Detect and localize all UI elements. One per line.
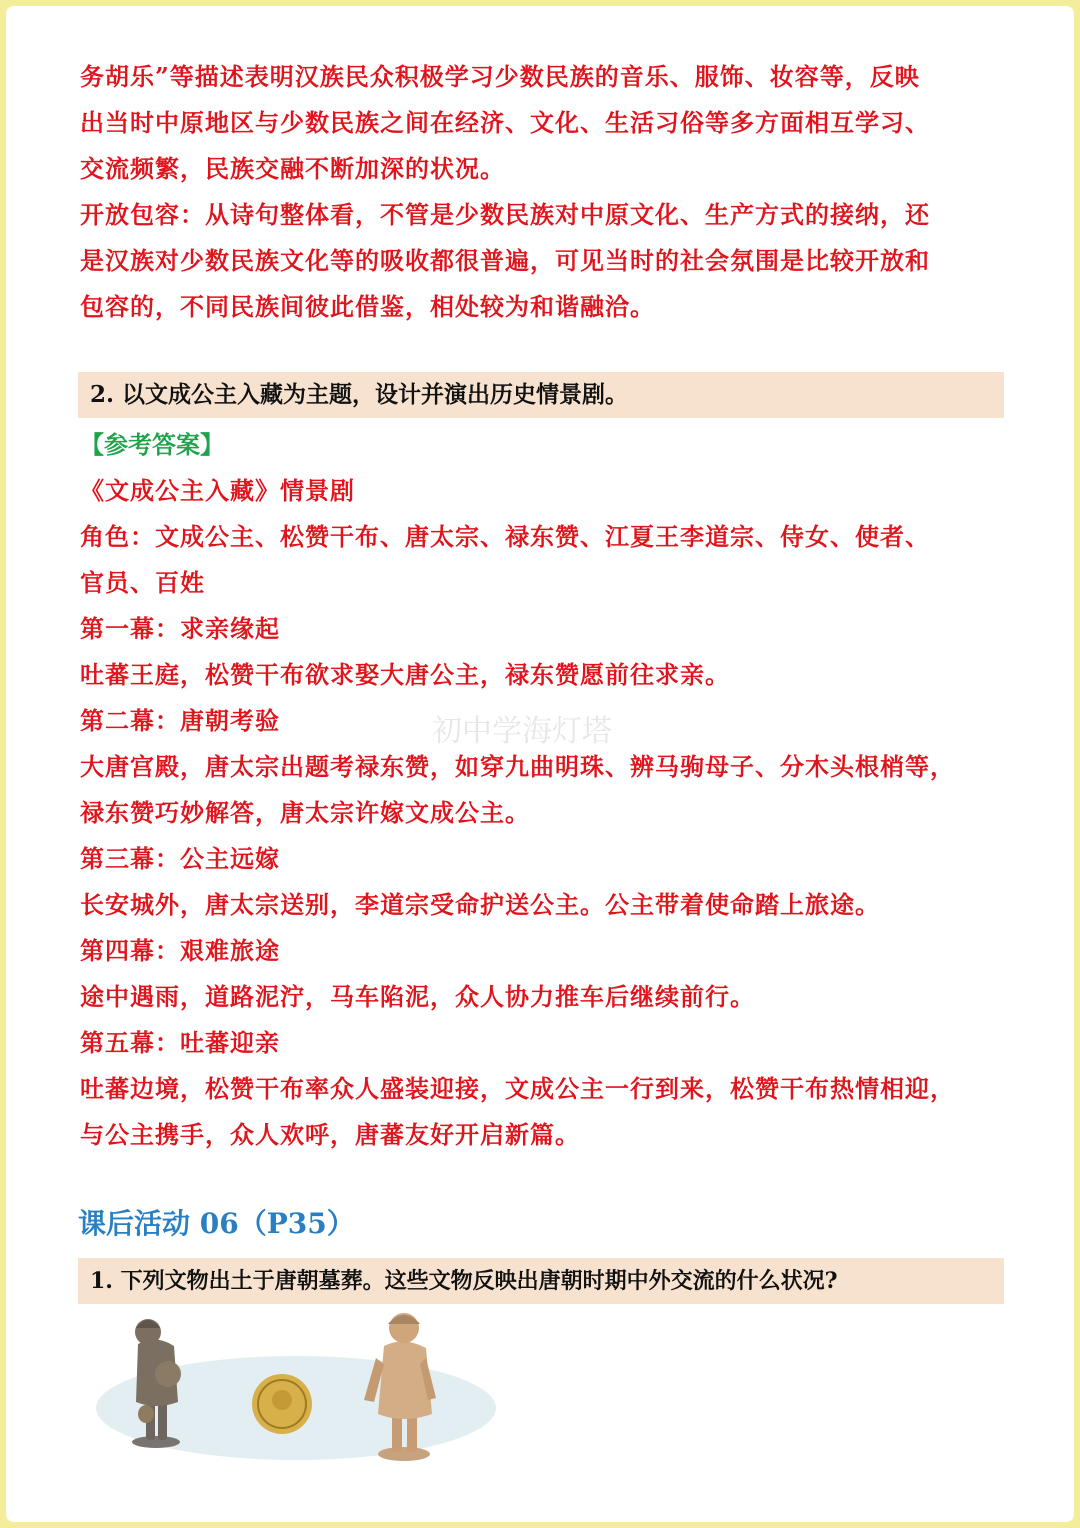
act-5-text-continued: 与公主携手，众人欢呼，唐蕃友好开启新篇。 <box>80 1120 580 1149</box>
act-4-text: 途中遇雨，道路泥泞，马车陷泥，众人协力推车后继续前行。 <box>80 982 755 1011</box>
reference-answer-label: 【参考答案】 <box>80 430 224 459</box>
play-roles-continued: 官员、百姓 <box>80 568 205 597</box>
act-2-text-continued: 禄东赞巧妙解答，唐太宗许嫁文成公主。 <box>80 798 530 827</box>
answer-line: 是汉族对少数民族文化等的吸收都很普遍，可见当时的社会氛围是比较开放和 <box>80 246 930 275</box>
act-4-title: 第四幕：艰难旅途 <box>80 936 280 965</box>
act-2-text: 大唐宫殿，唐太宗出题考禄东赞，如穿九曲明珠、辨马驹母子、分木头根梢等， <box>80 752 955 781</box>
act-5-title: 第五幕：吐蕃迎亲 <box>80 1028 280 1057</box>
play-title: 《文成公主入藏》情景剧 <box>80 476 355 505</box>
act-1-title: 第一幕：求亲缘起 <box>80 614 280 643</box>
act-3-title: 第三幕：公主远嫁 <box>80 844 280 873</box>
watermark: 初中学海灯塔 <box>432 714 612 749</box>
answer-line: 交流频繁，民族交融不断加深的状况。 <box>80 154 505 183</box>
question-2-bar: 2. 以文成公主入藏为主题，设计并演出历史情景剧。 <box>78 372 1004 418</box>
act-2-title: 第二幕：唐朝考验 <box>80 706 280 735</box>
act-5-text: 吐蕃边境，松赞干布率众人盛装迎接，文成公主一行到来，松赞干布热情相迎， <box>80 1074 955 1103</box>
answer-line: 包容的，不同民族间彼此借鉴，相处较为和谐融洽。 <box>80 292 655 321</box>
section-heading: 课后活动 06（P35） <box>78 1207 355 1240</box>
answer-line: 出当时中原地区与少数民族之间在经济、文化、生活习俗等多方面相互学习、 <box>80 108 930 137</box>
act-1-text: 吐蕃王庭，松赞干布欲求娶大唐公主，禄东赞愿前往求亲。 <box>80 660 730 689</box>
question-1-bar: 1. 下列文物出土于唐朝墓葬。这些文物反映出唐朝时期中外交流的什么状况? <box>78 1258 1004 1304</box>
act-3-text: 长安城外，唐太宗送别，李道宗受命护送公主。公主带着使命踏上旅途。 <box>80 890 880 919</box>
document-page <box>6 6 1074 1522</box>
gold-coin-icon <box>252 1374 312 1434</box>
answer-line: 务胡乐”等描述表明汉族民众积极学习少数民族的音乐、服饰、妆容等，反映 <box>80 62 920 91</box>
answer-line: 开放包容：从诗句整体看，不管是少数民族对中原文化、生产方式的接纳，还 <box>80 200 930 229</box>
tang-artifacts-image <box>86 1302 506 1472</box>
play-roles: 角色：文成公主、松赞干布、唐太宗、禄东赞、江夏王李道宗、侍女、使者、 <box>80 522 930 551</box>
